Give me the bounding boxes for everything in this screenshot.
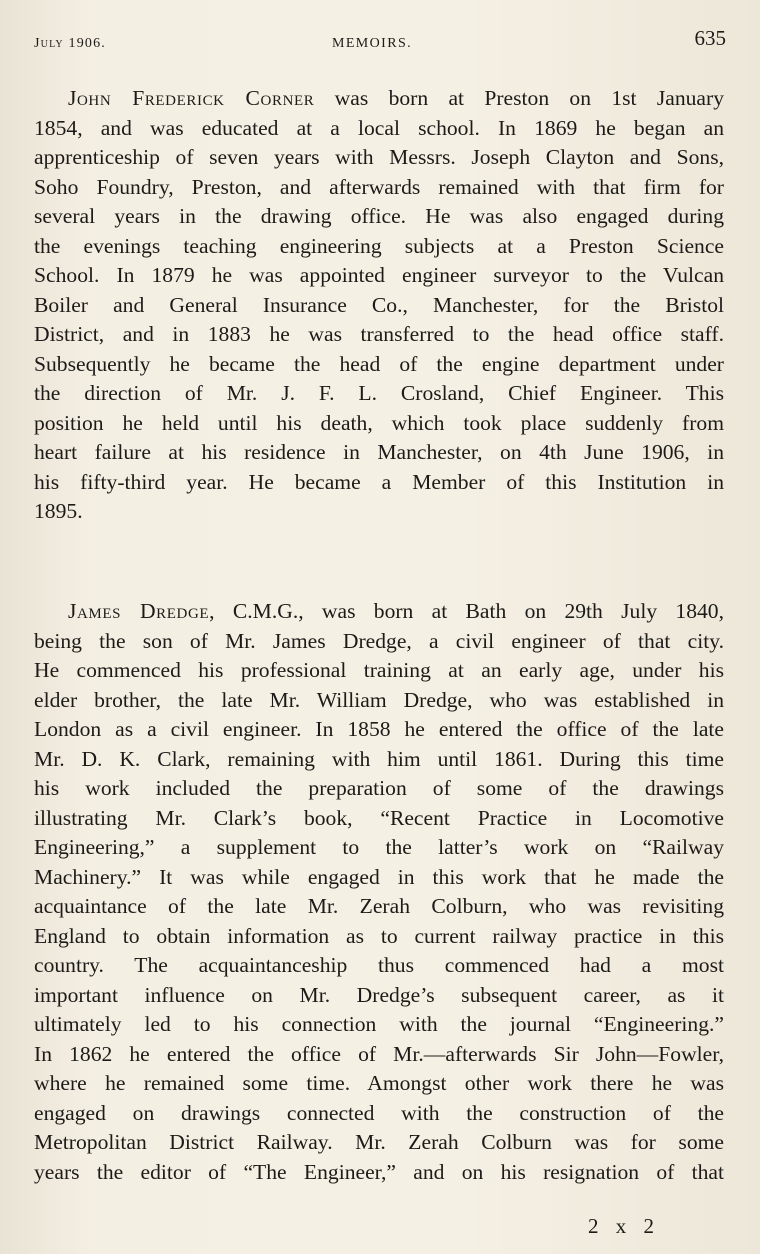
memoir-line [34,597,724,627]
running-header [34,26,730,56]
memoir-line: the evenings teaching engineering subjects at a Preston Science [34,233,724,258]
memoir-line: 1895. [34,499,83,523]
memoir-line: several years in the drawing office. He was also engaged during [34,204,724,228]
memoir-line: his work included the preparation of some of the drawings [34,776,724,800]
memoir-line: ultimately led to his connection with the journal “Engineering.” [34,1012,724,1036]
memoir-subject-name: James Dredge [68,599,210,623]
memoir-line: apprenticeship of seven years with Messrs. Joseph Clayton and Sons, [34,145,724,169]
memoir-line: Soho Foundry, Preston, and afterwards remained with that firm for [34,174,724,199]
memoir-line: England to obtain information as to current railway practice in this [34,923,724,948]
memoir-line [34,84,724,114]
memoir-line: Engineering,” a supplement to the latter’s work on “Railway [34,835,724,859]
memoir-james-dredge [34,597,724,1187]
memoir-line: being the son of Mr. James Dredge, a civil engineer of that city. [34,628,724,653]
running-date: July 1906. [34,36,106,51]
memoir-line: Metropolitan District Railway. Mr. Zerah Colburn was for some [34,1130,724,1154]
memoir-line-text: , C.M.G., was born at Bath on 29th July 1840, [209,599,724,623]
memoir-line: Subsequently he became the head of the engine department under [34,351,724,376]
memoir-line: London as a civil engineer. In 1858 he entered the office of the late [34,717,724,741]
memoir-line: heart failure at his residence in Manchester, on 4th June 1906, in [34,440,724,464]
memoir-line: District, and in 1883 he was transferred to the head office staff. [34,322,724,346]
running-title: MEMOIRS. [332,36,413,51]
memoir-line: elder brother, the late Mr. William Dredge, who was established in [34,687,724,712]
memoir-line: important influence on Mr. Dredge’s subsequent career, as it [34,982,724,1007]
memoir-line: the direction of Mr. J. F. L. Crosland, Chief Engineer. This [34,381,724,405]
memoir-line: years the editor of “The Engineer,” and on his resignation of that [34,1159,724,1184]
memoir-line: Machinery.” It was while engaged in this work that he made the [34,864,724,889]
memoir-line: illustrating Mr. Clark’s book, “Recent Practice in Locomotive [34,805,724,830]
memoir-line: position he held until his death, which took place suddenly from [34,410,724,435]
memoir-line-text: was born at Preston on 1st January [314,86,724,110]
memoir-line: engaged on drawings connected with the construction of the [34,1100,724,1125]
memoir-line: He commenced his professional training at an early age, under his [34,658,724,682]
memoir-subject-name: John Frederick Corner [68,86,315,110]
memoir-john-frederick-corner [34,84,724,527]
memoir-line: acquaintance of the late Mr. Zerah Colburn, who was revisiting [34,894,724,918]
memoir-line: Boiler and General Insurance Co., Manchester, for the Bristol [34,292,724,317]
memoir-line: In 1862 he entered the office of Mr.—afterwards Sir John—Fowler, [34,1041,724,1066]
memoir-line: his fifty-third year. He became a Member of this Institution in [34,469,724,494]
memoir-line: Mr. D. K. Clark, remaining with him until 1861. During this time [34,746,724,771]
page-number: 635 [694,26,726,50]
memoir-line: 1854, and was educated at a local school. In 1869 he began an [34,115,724,140]
signature-mark: 2 x 2 [588,1214,660,1238]
memoir-line: where he remained some time. Amongst other work there he was [34,1071,724,1095]
memoir-line: School. In 1879 he was appointed engineer surveyor to the Vulcan [34,263,724,287]
memoir-line: country. The acquaintanceship thus commenced had a most [34,953,724,977]
